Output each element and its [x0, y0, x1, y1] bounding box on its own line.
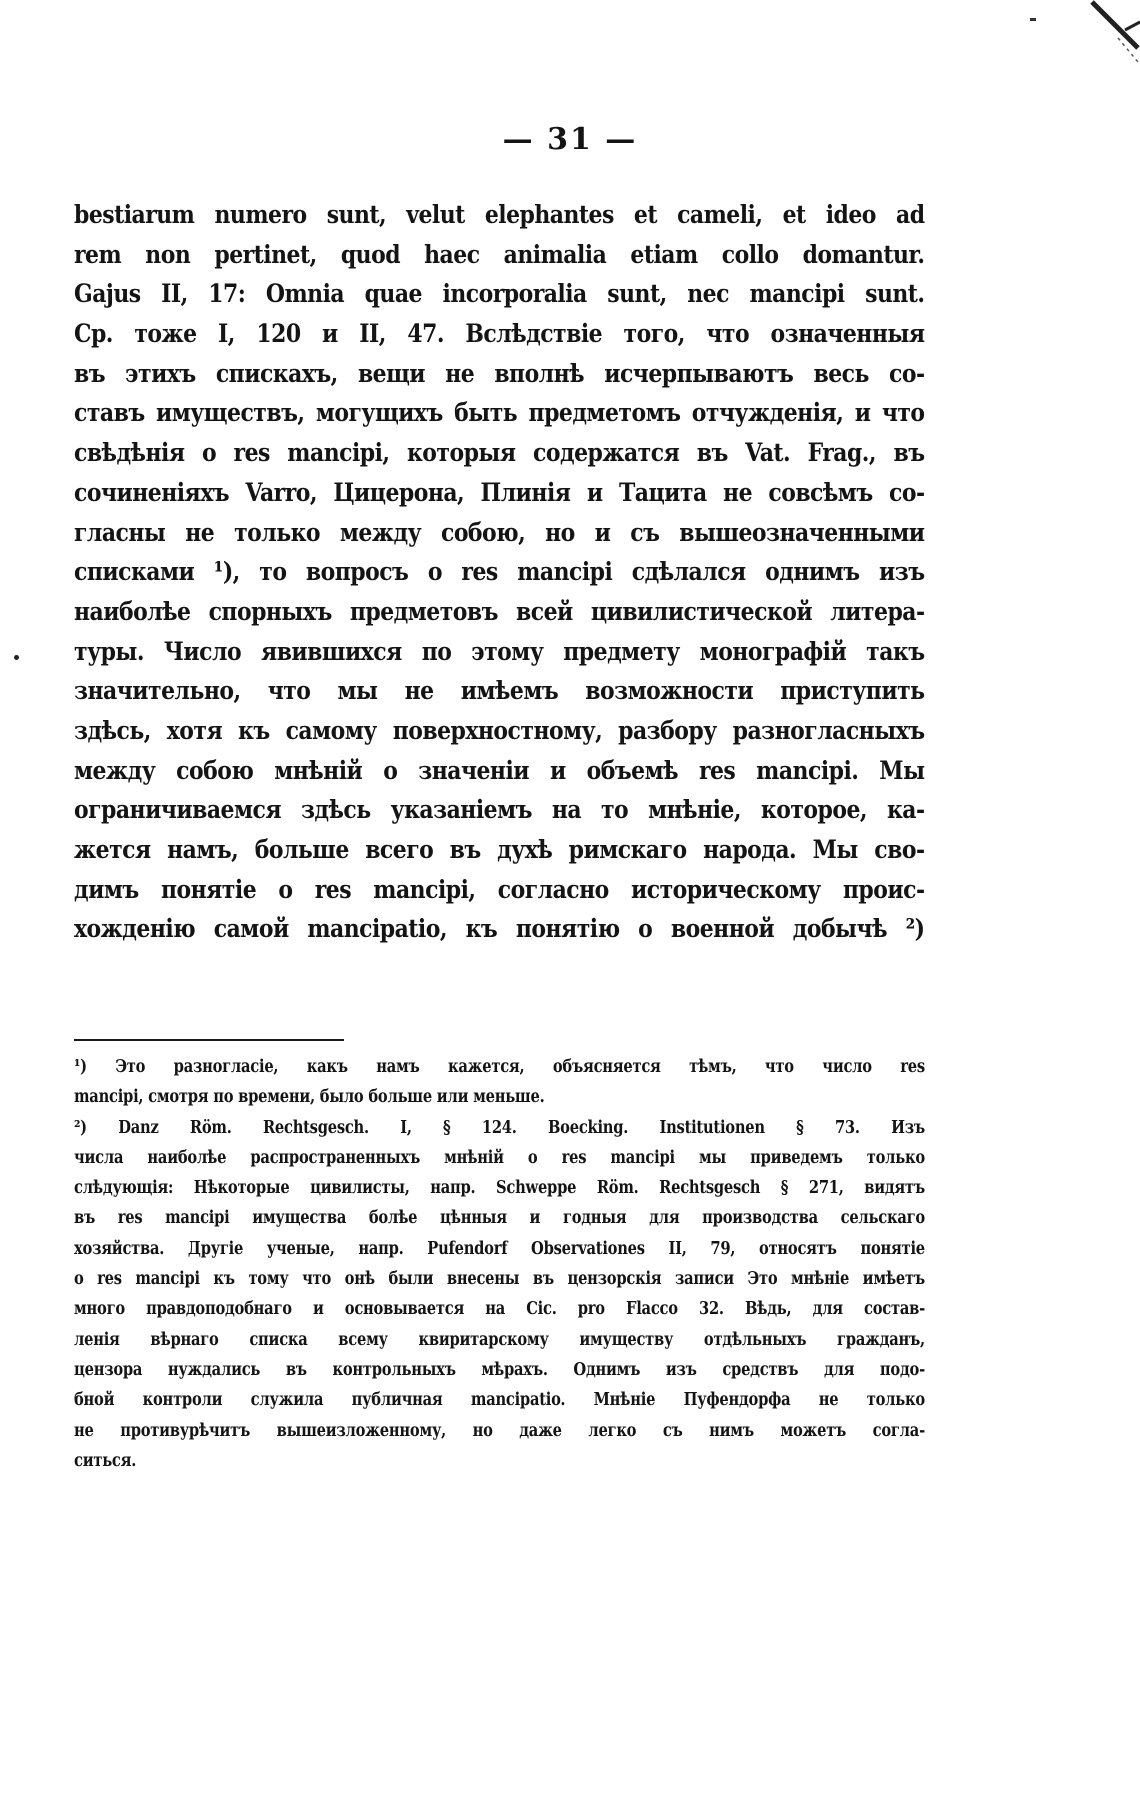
footnote-line: mancipi, смотря по времени, было больше или меньше.: [74, 1087, 545, 1108]
text-line: ставъ имуществъ, могущихъ быть предметомъ отчужденія, и что: [74, 398, 925, 429]
footnote-line: цензора нуждались въ контрольныхъ мѣрахъ. Однимъ изъ средствъ для подо-: [74, 1359, 925, 1380]
footnote-line: много правдоподобнаго и основывается на Cic. pro Flacco 32. Вѣдь, для состав-: [74, 1299, 925, 1320]
text-line: туры. Число явившихся по этому предмету монографій такъ: [74, 636, 925, 667]
text-line: Ср. тоже I, 120 и II, 47. Вслѣдствіе того, что означенныя: [74, 319, 925, 350]
text-line: димъ понятіе о res mancipi, согласно историческому проис-: [74, 874, 925, 905]
scan-corner-mark: [1030, 0, 1140, 80]
text-line: въ этихъ спискахъ, вещи не вполнѣ исчерпываютъ весь со-: [74, 358, 925, 389]
text-line: хожденію самой mancipatio, къ понятію о военной добычѣ ²): [74, 914, 925, 945]
text-line: свѣдѣнія о res mancipi, которыя содержатся въ Vat. Frag., въ: [74, 438, 925, 469]
footnote-separator: [74, 1039, 344, 1041]
text-line: списками ¹), то вопросъ о res mancipi сдѣлался однимъ изъ: [74, 557, 925, 588]
text-line: значительно, что мы не имѣемъ возможности приступить: [74, 676, 925, 707]
text-line: ограничиваемся здѣсь указаніемъ на то мнѣніе, которое, ка-: [74, 795, 925, 826]
text-line: жется намъ, больше всего въ духѣ римскаго народа. Мы сво-: [74, 835, 925, 865]
footnote-line: въ res mancipi имущества болѣе цѣнныя и годныя для производства сельскаго: [74, 1208, 925, 1229]
footnote-line: слѣдующія: Нѣкоторые цивилисты, напр. Schweppe Röm. Rechtsgesch § 271, видятъ: [74, 1178, 925, 1199]
footnote-line: ²) Danz Röm. Rechtsgesch. I, § 124. Boecking. Institutionen § 73. Изъ: [74, 1117, 925, 1138]
text-line: гласны не только между собою, но и съ вышеозначенными: [74, 517, 925, 548]
footnote-line: не противурѣчитъ вышеизложенному, но даже легко съ нимъ можетъ согла-: [74, 1420, 925, 1441]
footnote-line: ¹) Это разногласіе, какъ намъ кажется, объясняется тѣмъ, что число res: [74, 1057, 925, 1077]
footnote-line: ленія вѣрнаго списка всему квиритарскому имуществу отдѣльныхъ гражданъ,: [74, 1329, 925, 1350]
margin-dot: [14, 655, 19, 660]
text-line: здѣсь, хотя къ самому поверхностному, разбору разногласныхъ: [74, 715, 925, 746]
footnote-line: о res mancipi къ тому что онѣ были внесены въ цензорскія записи Это мнѣніе имѣетъ: [74, 1269, 925, 1290]
text-line: наиболѣе спорныхъ предметовъ всей цивилистической литера-: [74, 596, 925, 627]
footnote-line: хозяйства. Другіе ученые, напр. Pufendorf Observationes II, 79, относятъ понятіе: [74, 1238, 925, 1259]
text-line: между собою мнѣній о значеніи и объемѣ res mancipi. Мы: [74, 755, 925, 786]
footnote-line: ситься.: [74, 1450, 137, 1471]
footnote-line: бной контроли служила публичная mancipatio. Мнѣніе Пуфендорфа не только: [74, 1390, 925, 1411]
text-line: Gajus II, 17: Omnia quae incorporalia sunt, nec mancipi sunt.: [74, 279, 925, 310]
footnotes-block: [74, 1052, 925, 1476]
text-line: сочиненіяхъ Varro, Цицерона, Плинія и Тацита не совсѣмъ со-: [74, 477, 925, 508]
page-number: — 31 —: [502, 122, 638, 157]
main-text-block: [74, 196, 925, 950]
text-line: rem non pertinet, quod haec animalia etiam collo domantur.: [74, 239, 925, 270]
text-line: bestiarum numero sunt, velut elephantes et cameli, et ideo ad: [74, 200, 925, 230]
footnote-line: числа наиболѣе распространенныхъ мнѣній о res mancipi мы приведемъ только: [74, 1147, 925, 1168]
